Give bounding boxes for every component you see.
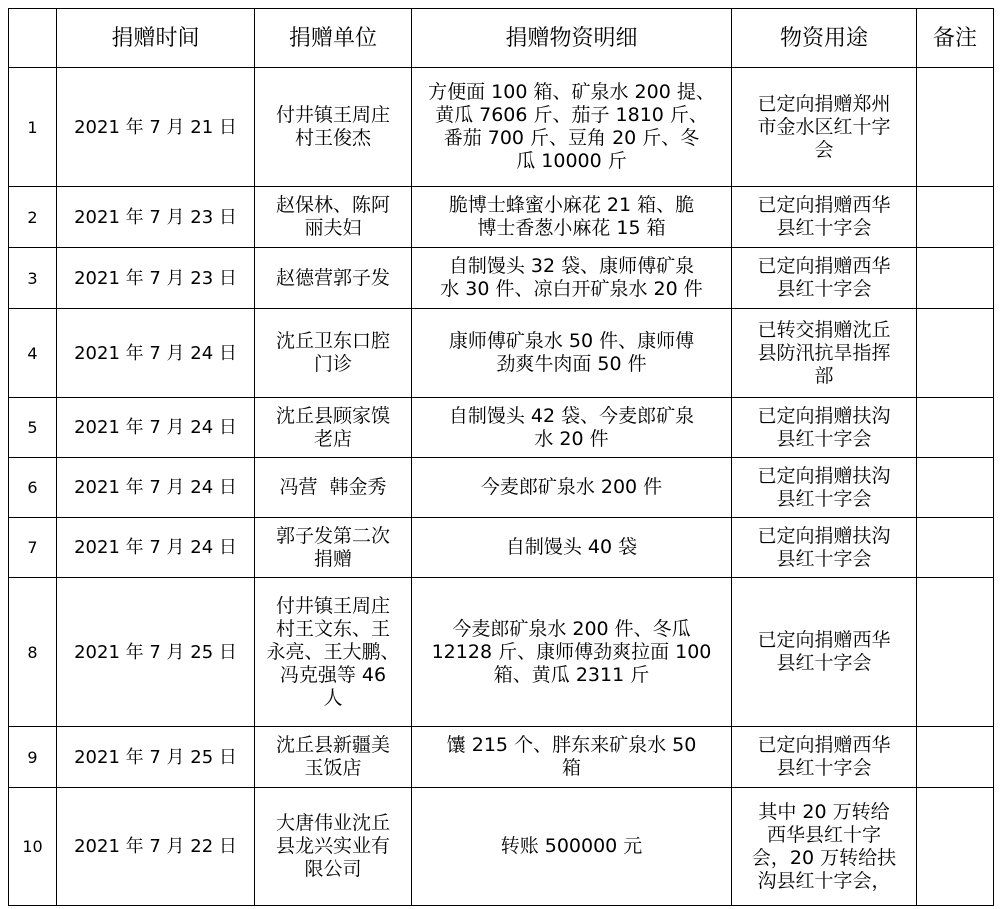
table-row [9, 398, 994, 458]
header-use: 物资用途 [732, 9, 917, 68]
donation-items: 自制馒头 32 袋、康师傅矿泉 水 30 件、凉白开矿泉水 20 件 [412, 248, 732, 309]
donor: 付井镇王周庄 村王文东、王 永亮、王大鹏、 冯克强等 46 人 [255, 578, 412, 727]
row-number: 2 [9, 187, 57, 248]
donation-use: 已定向捐赠西华 县红十字会 [732, 187, 917, 248]
donation-items: 方便面 100 箱、矿泉水 200 提、 黄瓜 7606 斤、茄子 1810 斤、 番茄 700 斤、豆角 20 斤、冬 瓜 10000 斤 [412, 68, 732, 187]
table-row [9, 458, 994, 518]
row-number: 3 [9, 248, 57, 309]
row-number: 9 [9, 727, 57, 788]
donation-use: 已定向捐赠扶沟 县红十字会 [732, 458, 917, 518]
donation-date: 2021 年 7 月 21 日 [57, 68, 255, 187]
note [917, 398, 994, 458]
donor: 郭子发第二次 捐赠 [255, 518, 412, 578]
note [917, 309, 994, 398]
note [917, 578, 994, 727]
donation-date: 2021 年 7 月 23 日 [57, 248, 255, 309]
donation-items: 脆博士蜂蜜小麻花 21 箱、脆 博士香葱小麻花 15 箱 [412, 187, 732, 248]
header-index [9, 9, 57, 68]
donor: 沈丘县顾家馍 老店 [255, 398, 412, 458]
note [917, 518, 994, 578]
row-number: 10 [9, 788, 57, 906]
donation-date: 2021 年 7 月 23 日 [57, 187, 255, 248]
note [917, 788, 994, 906]
donation-date: 2021 年 7 月 24 日 [57, 398, 255, 458]
donation-use: 已定向捐赠扶沟 县红十字会 [732, 398, 917, 458]
note [917, 458, 994, 518]
donation-date: 2021 年 7 月 24 日 [57, 309, 255, 398]
row-number: 4 [9, 309, 57, 398]
donation-items: 今麦郎矿泉水 200 件 [412, 458, 732, 518]
donor: 沈丘卫东口腔 门诊 [255, 309, 412, 398]
donation-date: 2021 年 7 月 25 日 [57, 578, 255, 727]
table-row [9, 788, 994, 906]
note [917, 727, 994, 788]
header-items: 捐赠物资明细 [412, 9, 732, 68]
donation-items: 今麦郎矿泉水 200 件、冬瓜 12128 斤、康师傅劲爽拉面 100 箱、黄瓜 2311 斤 [412, 578, 732, 727]
row-number: 7 [9, 518, 57, 578]
donor: 赵保林、陈阿 丽夫妇 [255, 187, 412, 248]
donor: 沈丘县新疆美 玉饭店 [255, 727, 412, 788]
row-number: 5 [9, 398, 57, 458]
donation-items: 康师傅矿泉水 50 件、康师傅 劲爽牛肉面 50 件 [412, 309, 732, 398]
donation-items: 馕 215 个、胖东来矿泉水 50 箱 [412, 727, 732, 788]
donation-items: 转账 500000 元 [412, 788, 732, 906]
row-number: 6 [9, 458, 57, 518]
header-note: 备注 [917, 9, 994, 68]
donation-use: 已定向捐赠扶沟 县红十字会 [732, 518, 917, 578]
note [917, 187, 994, 248]
donor: 付井镇王周庄 村王俊杰 [255, 68, 412, 187]
table-row [9, 309, 994, 398]
header-date: 捐赠时间 [57, 9, 255, 68]
row-number: 1 [9, 68, 57, 187]
donation-items: 自制馒头 42 袋、今麦郎矿泉 水 20 件 [412, 398, 732, 458]
donation-use: 已定向捐赠郑州 市金水区红十字 会 [732, 68, 917, 187]
table-row [9, 727, 994, 788]
note [917, 248, 994, 309]
donation-date: 2021 年 7 月 24 日 [57, 518, 255, 578]
donation-use: 已定向捐赠西华 县红十字会 [732, 727, 917, 788]
donation-use: 其中 20 万转给 西华县红十字 会，20 万转给扶 沟县红十字会， [732, 788, 917, 906]
donation-use: 已定向捐赠西华 县红十字会 [732, 248, 917, 309]
donation-use: 已定向捐赠西华 县红十字会 [732, 578, 917, 727]
table-row [9, 68, 994, 187]
donation-use: 已转交捐赠沈丘 县防汛抗旱指挥 部 [732, 309, 917, 398]
table-row [9, 518, 994, 578]
note [917, 68, 994, 187]
donation-table [8, 8, 994, 906]
donation-items: 自制馒头 40 袋 [412, 518, 732, 578]
header-donor: 捐赠单位 [255, 9, 412, 68]
donation-date: 2021 年 7 月 22 日 [57, 788, 255, 906]
donor: 冯营 韩金秀 [255, 458, 412, 518]
table-row [9, 248, 994, 309]
donation-date: 2021 年 7 月 25 日 [57, 727, 255, 788]
table-row [9, 187, 994, 248]
table-row [9, 578, 994, 727]
donor: 赵德营郭子发 [255, 248, 412, 309]
header-row [9, 9, 994, 68]
donation-date: 2021 年 7 月 24 日 [57, 458, 255, 518]
donor: 大唐伟业沈丘 县龙兴实业有 限公司 [255, 788, 412, 906]
row-number: 8 [9, 578, 57, 727]
